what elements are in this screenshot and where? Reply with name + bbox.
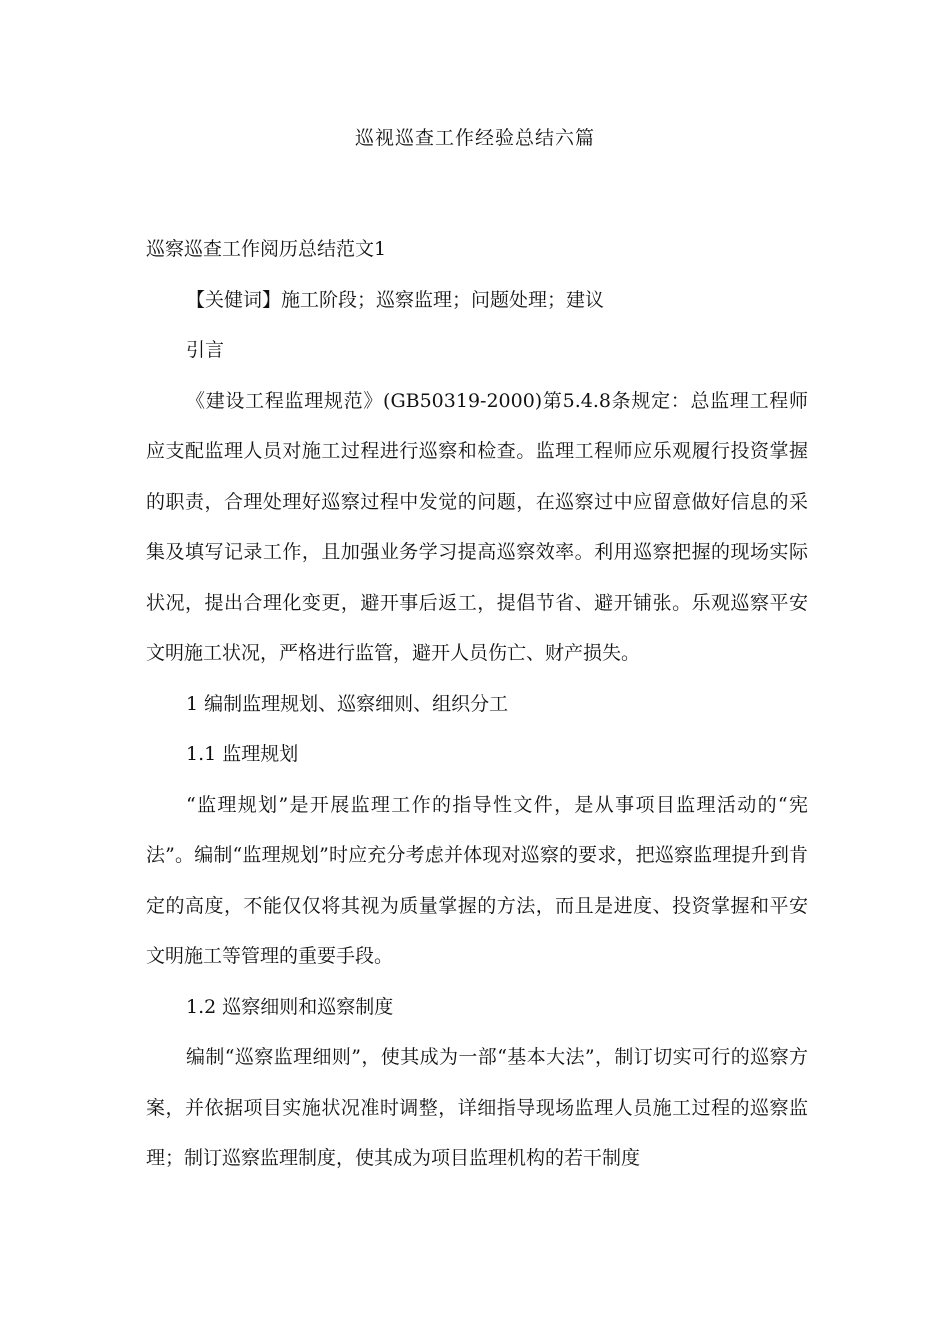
paragraph-heading-1: 1 编制监理规划、巡察细则、组织分工 (186, 692, 509, 715)
paragraph-intro-heading: 引言 (186, 339, 225, 361)
paragraph-1-1-body: “监理规划”是开展监理工作的指导性文件，是从事项目监理活动的“宪法”。编制“监理规划”时应充分考虑并体现对巡察的要求，把巡察监理提升到肯定的高度，不能仅仅将其视为质量掌握的方法，而且是进度、投资掌握和平安文明施工等管理的重要手段。 (146, 793, 808, 967)
document-body (146, 224, 808, 1184)
document-title: 巡视巡查工作经验总结六篇 (354, 127, 595, 149)
paragraph-heading-1-2: 1.2 巡察细则和巡察制度 (186, 995, 394, 1018)
paragraph-section-heading: 巡察巡查工作阅历总结范文1 (146, 238, 387, 260)
paragraph-heading-1-1: 1.1 监理规划 (186, 743, 299, 765)
paragraph-1-2-body: 编制“巡察监理细则”，使其成为一部“基本大法”，制订切实可行的巡察方案，并依据项目实施状况准时调整，详细指导现场监理人员施工过程的巡察监理；制订巡察监理制度，使其成为项目监理机构的若干制度 (146, 1046, 808, 1169)
paragraph-intro-body: 《建设工程监理规范》(GB50319-2000)第5.4.8条规定：总监理工程师应支配监理人员对施工过程进行巡察和检查。监理工程师应乐观履行投资掌握的职责，合理处理好巡察过程中发觉的问题，在巡察过中应留意做好信息的采集及填写记录工作，且加强业务学习提高巡察效率。利用巡察把握的现场实际状况，提出合理化变更，避开事后返工，提倡节省、避开铺张。乐观巡察平安文明施工状况，严格进行监管，避开人员伤亡、财产损失。 (146, 389, 808, 664)
paragraph-keywords: 【关健词】施工阶段；巡察监理；问题处理；建议 (186, 288, 605, 311)
